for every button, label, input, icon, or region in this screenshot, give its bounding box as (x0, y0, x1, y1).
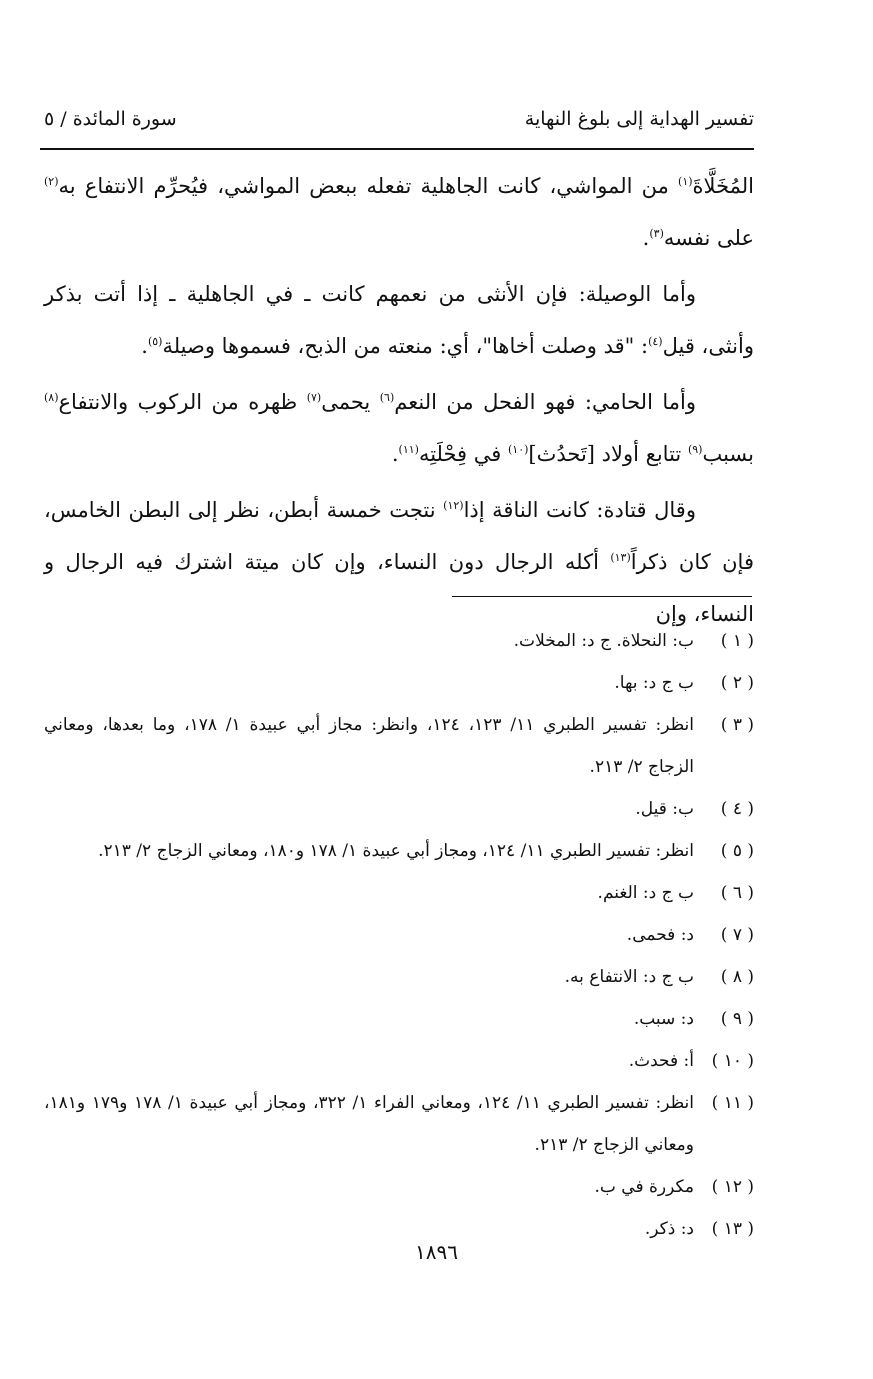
footnote-number: ( ٦ ) (720, 883, 754, 903)
main-text (44, 160, 754, 644)
footnote-number: ( ٢ ) (720, 673, 754, 693)
footnote-text: ب ج د: بها. (614, 673, 694, 693)
footnote-text: ب ج د: الغنم. (597, 883, 694, 903)
footnote-number: ( ٥ ) (720, 841, 754, 861)
footnote-marker-13[interactable]: (١٣) (610, 551, 631, 564)
footnote-marker-1[interactable]: (١) (678, 175, 693, 188)
footnote-marker-2[interactable]: (٢) (44, 175, 59, 188)
footnote-item (44, 1082, 754, 1166)
paragraph-mukhallat: المُخَلَّاةَ$^{(١)}$ من المواشي، كانت الجاهلية تفعله ببعض المواشي، فيُحرِّم الانتفاع به$^{(٢)}$ على نفسه$^{(٣)}$. (44, 174, 754, 250)
footnote-number: ( ١ ) (720, 631, 754, 651)
footnote-marker-6[interactable]: (٦) (379, 391, 395, 404)
header-rule (40, 148, 754, 150)
footnote-separator (452, 596, 752, 597)
footnote-item (44, 1166, 754, 1208)
footnote-text: أ: فحدث. (628, 1051, 694, 1071)
footnote-text: ب ج د: الانتفاع به. (564, 967, 694, 987)
footnote-number: ( ٩ ) (720, 1009, 754, 1029)
surah-label: سورة المائدة / ٥ (44, 108, 177, 130)
footnote-item (44, 914, 754, 956)
book-title: تفسير الهداية إلى بلوغ النهاية (524, 108, 754, 130)
footnote-marker-10[interactable]: (١٠) (508, 443, 529, 456)
footnote-item (44, 830, 754, 872)
footnote-item (44, 956, 754, 998)
footnote-item (44, 998, 754, 1040)
footnote-number: ( ٨ ) (720, 967, 754, 987)
footnote-number: ( ٣ ) (720, 715, 754, 735)
footnote-text: انظر: تفسير الطبري ١١/ ١٢٤، ومجاز أبي عبيدة ١/ ١٧٨ و١٨٠، ومعاني الزجاج ٢/ ٢١٣. (98, 841, 694, 861)
footnote-number: ( ١١ ) (711, 1093, 754, 1113)
footnote-text: مكررة في ب. (594, 1177, 694, 1197)
footnote-number: ( ١٠ ) (711, 1051, 754, 1071)
footnote-marker-12[interactable]: (١٢) (443, 499, 464, 512)
footnote-item (44, 662, 754, 704)
footnote-number: ( ١٣ ) (711, 1219, 754, 1239)
footnote-marker-7[interactable]: (٧) (306, 391, 322, 404)
footnote-marker-5[interactable]: (٥) (147, 335, 163, 348)
footnote-text: انظر: تفسير الطبري ١١/ ١٢٤، ومعاني الفراء ١/ ٣٢٢، ومجاز أبي عبيدة ١/ ١٧٨ و١٧٩ و١٨١، ومعاني الزجاج ٢/ ٢١٣. (44, 1093, 694, 1155)
page-number: ١٨٩٦ (415, 1240, 458, 1264)
footnote-number: ( ٧ ) (720, 925, 754, 945)
footnote-number: ( ١٢ ) (711, 1177, 754, 1197)
footnote-marker-4[interactable]: (٤) (648, 335, 663, 348)
footnote-item (44, 872, 754, 914)
footnote-marker-8[interactable]: (٨) (44, 391, 59, 404)
footnote-marker-3[interactable]: (٣) (649, 227, 664, 240)
footnote-item (44, 1040, 754, 1082)
running-header (44, 108, 754, 142)
paragraph-hami: وأما الحامي: فهو الفحل من النعم$^{(٦)}$ يحمى$^{(٧)}$ ظهره من الركوب والانتفاع$^{(٨)}$ بسبب$^{(٩)}$ تتابع أولاد [تَحدُث]$^{(١٠)}$ في فِحْلَتِه$^{(١١)}$. (44, 390, 754, 466)
paragraph-wasila: وأما الوصيلة: فإن الأنثى من نعمهم كانت ـ في الجاهلية ـ إذا أتت بذكر وأنثى، قيل$^{(٤)}$: "قد وصلت أخاها"، أي: منعته من الذبح، فسموها وصيلة$^{(٥)}$. (44, 282, 754, 358)
footnote-number: ( ٤ ) (720, 799, 754, 819)
footnote-text: انظر: تفسير الطبري ١١/ ١٢٣، ١٢٤، وانظر: مجاز أبي عبيدة ١/ ١٧٨، وما بعدها، ومعاني الزجاج ٢/ ٢١٣. (44, 715, 694, 777)
footnote-text: د: فحمى. (626, 925, 694, 945)
footnote-marker-11[interactable]: (١١) (398, 443, 419, 456)
footnote-text: د: ذكر. (644, 1219, 694, 1239)
footnote-item (44, 704, 754, 788)
footnote-text: د: سبب. (633, 1009, 694, 1029)
footnote-text: ب: النحلاة. ج د: المخلات. (513, 631, 694, 651)
footnotes-list (44, 620, 754, 1250)
paragraph-qatada: وقال قتادة: كانت الناقة إذا$^{(١٢)}$ نتجت خمسة أبطن، نظر إلى البطن الخامس، فإن كان ذكراً$^{(١٣)}$ أكله الرجال دون النساء، وإن كان ميتة اشترك فيه الرجال و النساء، وإن (44, 498, 754, 626)
footnote-text: ب: قيل. (635, 799, 694, 819)
footnote-item (44, 620, 754, 662)
footnote-marker-9[interactable]: (٩) (687, 443, 703, 456)
footnote-item (44, 788, 754, 830)
